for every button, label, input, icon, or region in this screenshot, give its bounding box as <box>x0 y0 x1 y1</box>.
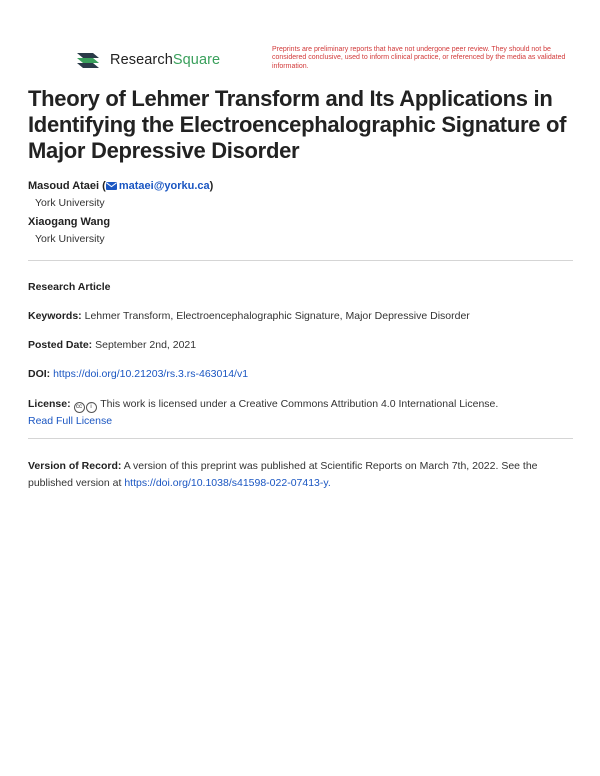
doi-row <box>28 366 578 383</box>
version-of-record-row <box>28 458 578 492</box>
brand-name-part1: Research <box>110 52 173 68</box>
preprint-notice: Preprints are preliminary reports that have not undergone peer review. They should not be considered conclusive, used to inform clinical practice, or referenced by the media as validated information. <box>272 46 566 70</box>
keywords-value: Lehmer Transform, Electroencephalographic Signature, Major Depressive Disorder <box>84 310 470 322</box>
author-1-name: Masoud Ataei <box>28 180 100 192</box>
author-1-affiliation: York University <box>35 197 105 209</box>
article-type-label: Research Article <box>28 281 111 293</box>
doi-link[interactable]: https://doi.org/10.21203/rs.3.rs-463014/v1 <box>53 368 249 380</box>
version-of-record-link[interactable]: https://doi.org/10.1038/s41598-022-07413-y. <box>124 477 331 489</box>
license-row <box>28 396 578 430</box>
license-text: This work is licensed under a Creative Commons Attribution 4.0 International License. <box>100 398 499 410</box>
brand-name <box>110 52 220 68</box>
divider-top <box>28 260 573 261</box>
article-type <box>28 279 578 296</box>
research-square-logo-icon <box>74 49 102 71</box>
cc-icon: cc <box>74 402 85 413</box>
author-1-email-link[interactable] <box>106 180 210 192</box>
by-attribution-icon: i <box>86 402 97 413</box>
divider-bottom <box>28 438 573 439</box>
posted-date-row <box>28 337 578 354</box>
author-1: Masoud Ataei ( mataei@yorku.ca) <box>28 180 214 192</box>
doi-label: DOI: <box>28 368 51 380</box>
license-label: License: <box>28 398 71 410</box>
posted-date-label: Posted Date: <box>28 339 93 351</box>
version-of-record-label: Version of Record: <box>28 460 122 472</box>
author-1-email: mataei@yorku.ca <box>118 180 210 192</box>
version-of-record-text: A version of this preprint was published at Scientific Reports on March 7th, 2022. See the published version at <box>28 460 538 489</box>
read-full-license-link[interactable]: Read Full License <box>28 415 113 427</box>
envelope-icon <box>106 182 117 190</box>
keywords-label: Keywords: <box>28 310 82 322</box>
research-square-logo[interactable] <box>74 48 220 72</box>
page-title: Theory of Lehmer Transform and Its Applications in Identifying the Electroencephalographic Signature of Major Depressive Disorder <box>28 86 567 163</box>
posted-date-value: September 2nd, 2021 <box>95 339 197 351</box>
keywords-row <box>28 308 578 325</box>
author-2-affiliation: York University <box>35 233 105 245</box>
brand-name-part2: Square <box>172 52 221 68</box>
author-2-name: Xiaogang Wang <box>28 216 111 228</box>
